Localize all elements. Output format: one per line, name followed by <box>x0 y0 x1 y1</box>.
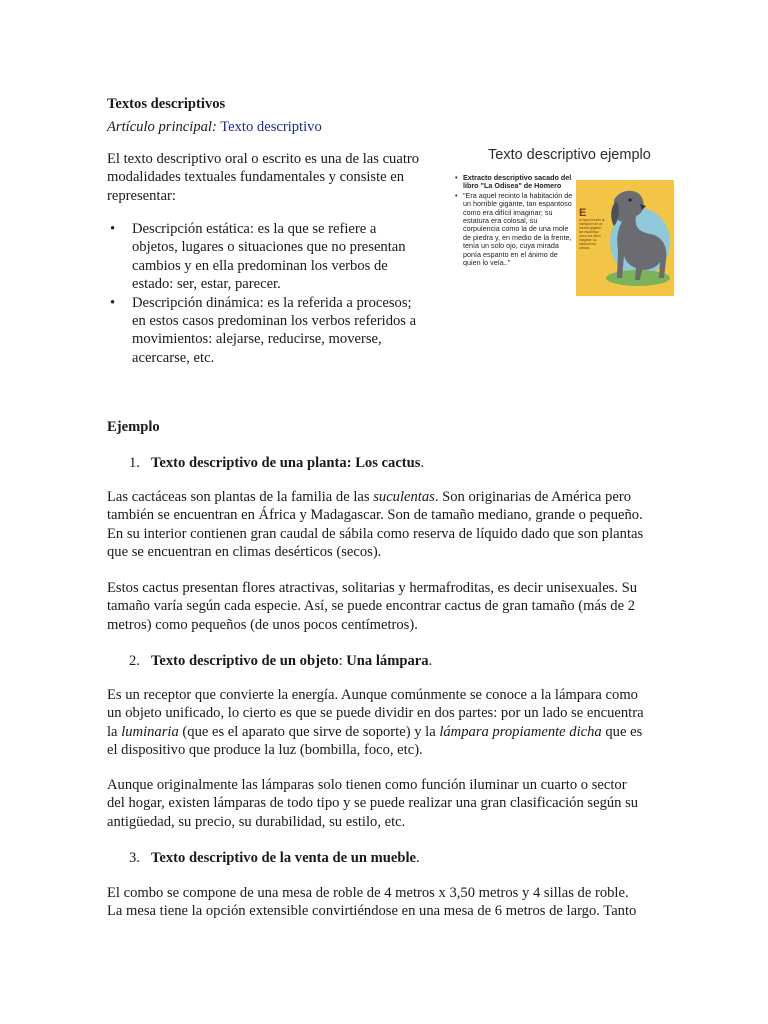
slide-title: Texto descriptivo ejemplo <box>488 147 651 163</box>
lamp-paragraph-1: Es un receptor que convierte la energía. Aunque comúnmente se conoce a la lámpara como un objeto unificado, lo cierto es que se puede dividir en dos partes: por un lado se encuentra la luminaria (que es el aparato que sirve de soporte) y la lámpara propiamente dicha que es el dispositivo que produce la luz (bombilla, foco, etc). <box>107 687 644 759</box>
list-item-dynamic: • Descripción dinámica: es la referida a procesos; en estos casos predominan los verbos referidos a movimientos: alejarse, reducirse, moverse, acercarse, etc. <box>107 294 452 368</box>
intro-paragraph <box>107 150 452 205</box>
slide-bullets <box>454 174 574 268</box>
intro-line: El texto descriptivo oral o escrito es una de las cuatro <box>107 151 420 167</box>
section-heading: Textos descriptivos <box>107 96 226 112</box>
intro-line: modalidades textuales fundamentales y consiste en <box>107 169 405 186</box>
list-item-static: • Descripción estática: es la que se refiere a objetos, lugares o situaciones que no presentan cambios y en ella predominan los verbos de estado: ser, estar, parecer. <box>107 220 452 294</box>
main-article-link[interactable]: Texto descriptivo <box>220 119 322 135</box>
example-slide-image <box>452 146 678 311</box>
furniture-paragraph: El combo se compone de una mesa de roble de 4 metros x 3,50 metros y 4 sillas de roble. La mesa tiene la opción extensible convirtiéndose en una mesa de 6 metros de largo. Tanto <box>107 885 637 920</box>
main-article-label: Artículo principal: <box>107 119 217 135</box>
intro-line: representar: <box>107 187 176 204</box>
cactus-paragraph-2: Estos cactus presentan flores atractivas, solitarias y hermafroditas, es decir unisexuales. Su tamaño varía según cada especie. Así, se puede encontrar cactus de gran tamaño (más de 2 metros) como pequeños (de unos pocos centímetros). <box>107 580 638 633</box>
dog-illustration-icon <box>576 180 674 296</box>
dog-illustration-panel <box>576 180 674 296</box>
example-heading: Ejemplo <box>107 419 160 435</box>
panel-caption: E ra aquel recinto la habitación de un horrible gigante, tan espantoso como era difícil imaginar; su estatura era colosal... <box>579 207 605 250</box>
description-types-list <box>107 220 452 367</box>
main-article-line <box>107 118 322 136</box>
slide-bullet-quote: • "Era aquel recinto la habitación de un horrible gigante, tan espantoso como era difícil imaginar; su estatura era colosal, su corpulencia como la de una mole de piedra y, en medio de la frente, tenía un solo ojo, cuya mirada ponía espanto en el ánimo de quien lo veía.." <box>454 192 574 268</box>
slide-bullet-source: • Extracto descriptivo sacado del libro "La Odisea" de Homero <box>454 174 574 191</box>
lamp-paragraph-2: Aunque originalmente las lámparas solo tienen como función iluminar un cuarto o sector del hogar, existen lámparas de todo tipo y se puede realizar una gran clasificación según su antigüedad, su precio, su durabilidad, su estilo, etc. <box>107 777 639 830</box>
document-page: Textos descriptivos Artículo principal: Texto descriptivo El texto descriptivo oral o escrito es una de las cuatro modalidades textuales fundamentales y consiste en representar: • Descripción estática: es la que se refiere a objetos, lugares o situaciones que no presentan cambios y en ella predominan los verbos de estado: ser, estar, parecer. • Descripción dinámica: es la referida a procesos; en estos casos predominan los verbos referidos a movimientos: alejarse, reducirse, moverse, acercarse, etc. Texto descriptivo ejemplo • Extracto descriptivo sacado del libro "La Odisea" de Homero • "Era aquel recinto la habitación de un horrible gigante, tan espantoso como era difícil imaginar; su estatura era colosal, su corpulencia como la de una mole de piedra y, en medio de la frente, tenía un solo ojo, cuya mirada ponía espanto en el ánimo de quien lo veía.." E ra aquel recinto la habitación de un horrible gigante, tan espantoso como era difícil imaginar; su estatura era colosal... Ejemplo 1. Texto descriptivo de una planta: Los cactus. Las cactáceas son plantas de la familia de las suculentas. Son originarias de América pero también se encuentran en África y Madagascar. Son de tamaño mediano, grande o pequeño. En su interior contienen gran caudal de sábila como reserva de líquido dado que son plantas que se encuentran en climas desérticos (secos). Estos cactus presentan flores atractivas, solitarias y hermafroditas, es decir unisexuales. Su tamaño varía según cada especie. Así, se puede encontrar cactus de gran tamaño (más de 2 metros) como pequeños (de unos pocos centímetros). 2. Texto descriptivo de un objeto: Una lámpara. Es un receptor que convierte la energía. Aunque comúnmente se conoce a la lámpara como un objeto unificado, lo cierto es que se puede dividir en dos partes: por un lado se encuentra la luminaria (que es el aparato que sirve de soporte) y la lámpara propiamente dicha que es el dispositivo que produce la luz (bombilla, foco, etc). Aunque originalmente las lámparas solo tienen como función iluminar un cuarto o sector del hogar, existen lámparas de todo tipo y se puede realizar una gran clasificación según su antigüedad, su precio, su durabilidad, su estilo, etc. 3. Texto descriptivo de la venta de un mueble. El combo se compone de una mesa de roble de 4 metros x 3,50 metros y 4 sillas de roble. La mesa tiene la opción extensible convirtiéndose en una mesa de 6 metros de largo. Tanto <box>0 0 768 1024</box>
cactus-paragraph-1: Las cactáceas son plantas de la familia de las suculentas. Son originarias de América pero también se encuentran en África y Madagascar. Son de tamaño mediano, grande o pequeño. En su interior contienen gran caudal de sábila como reserva de líquido dado que son plantas que se encuentran en climas desérticos (secos). <box>107 489 644 561</box>
